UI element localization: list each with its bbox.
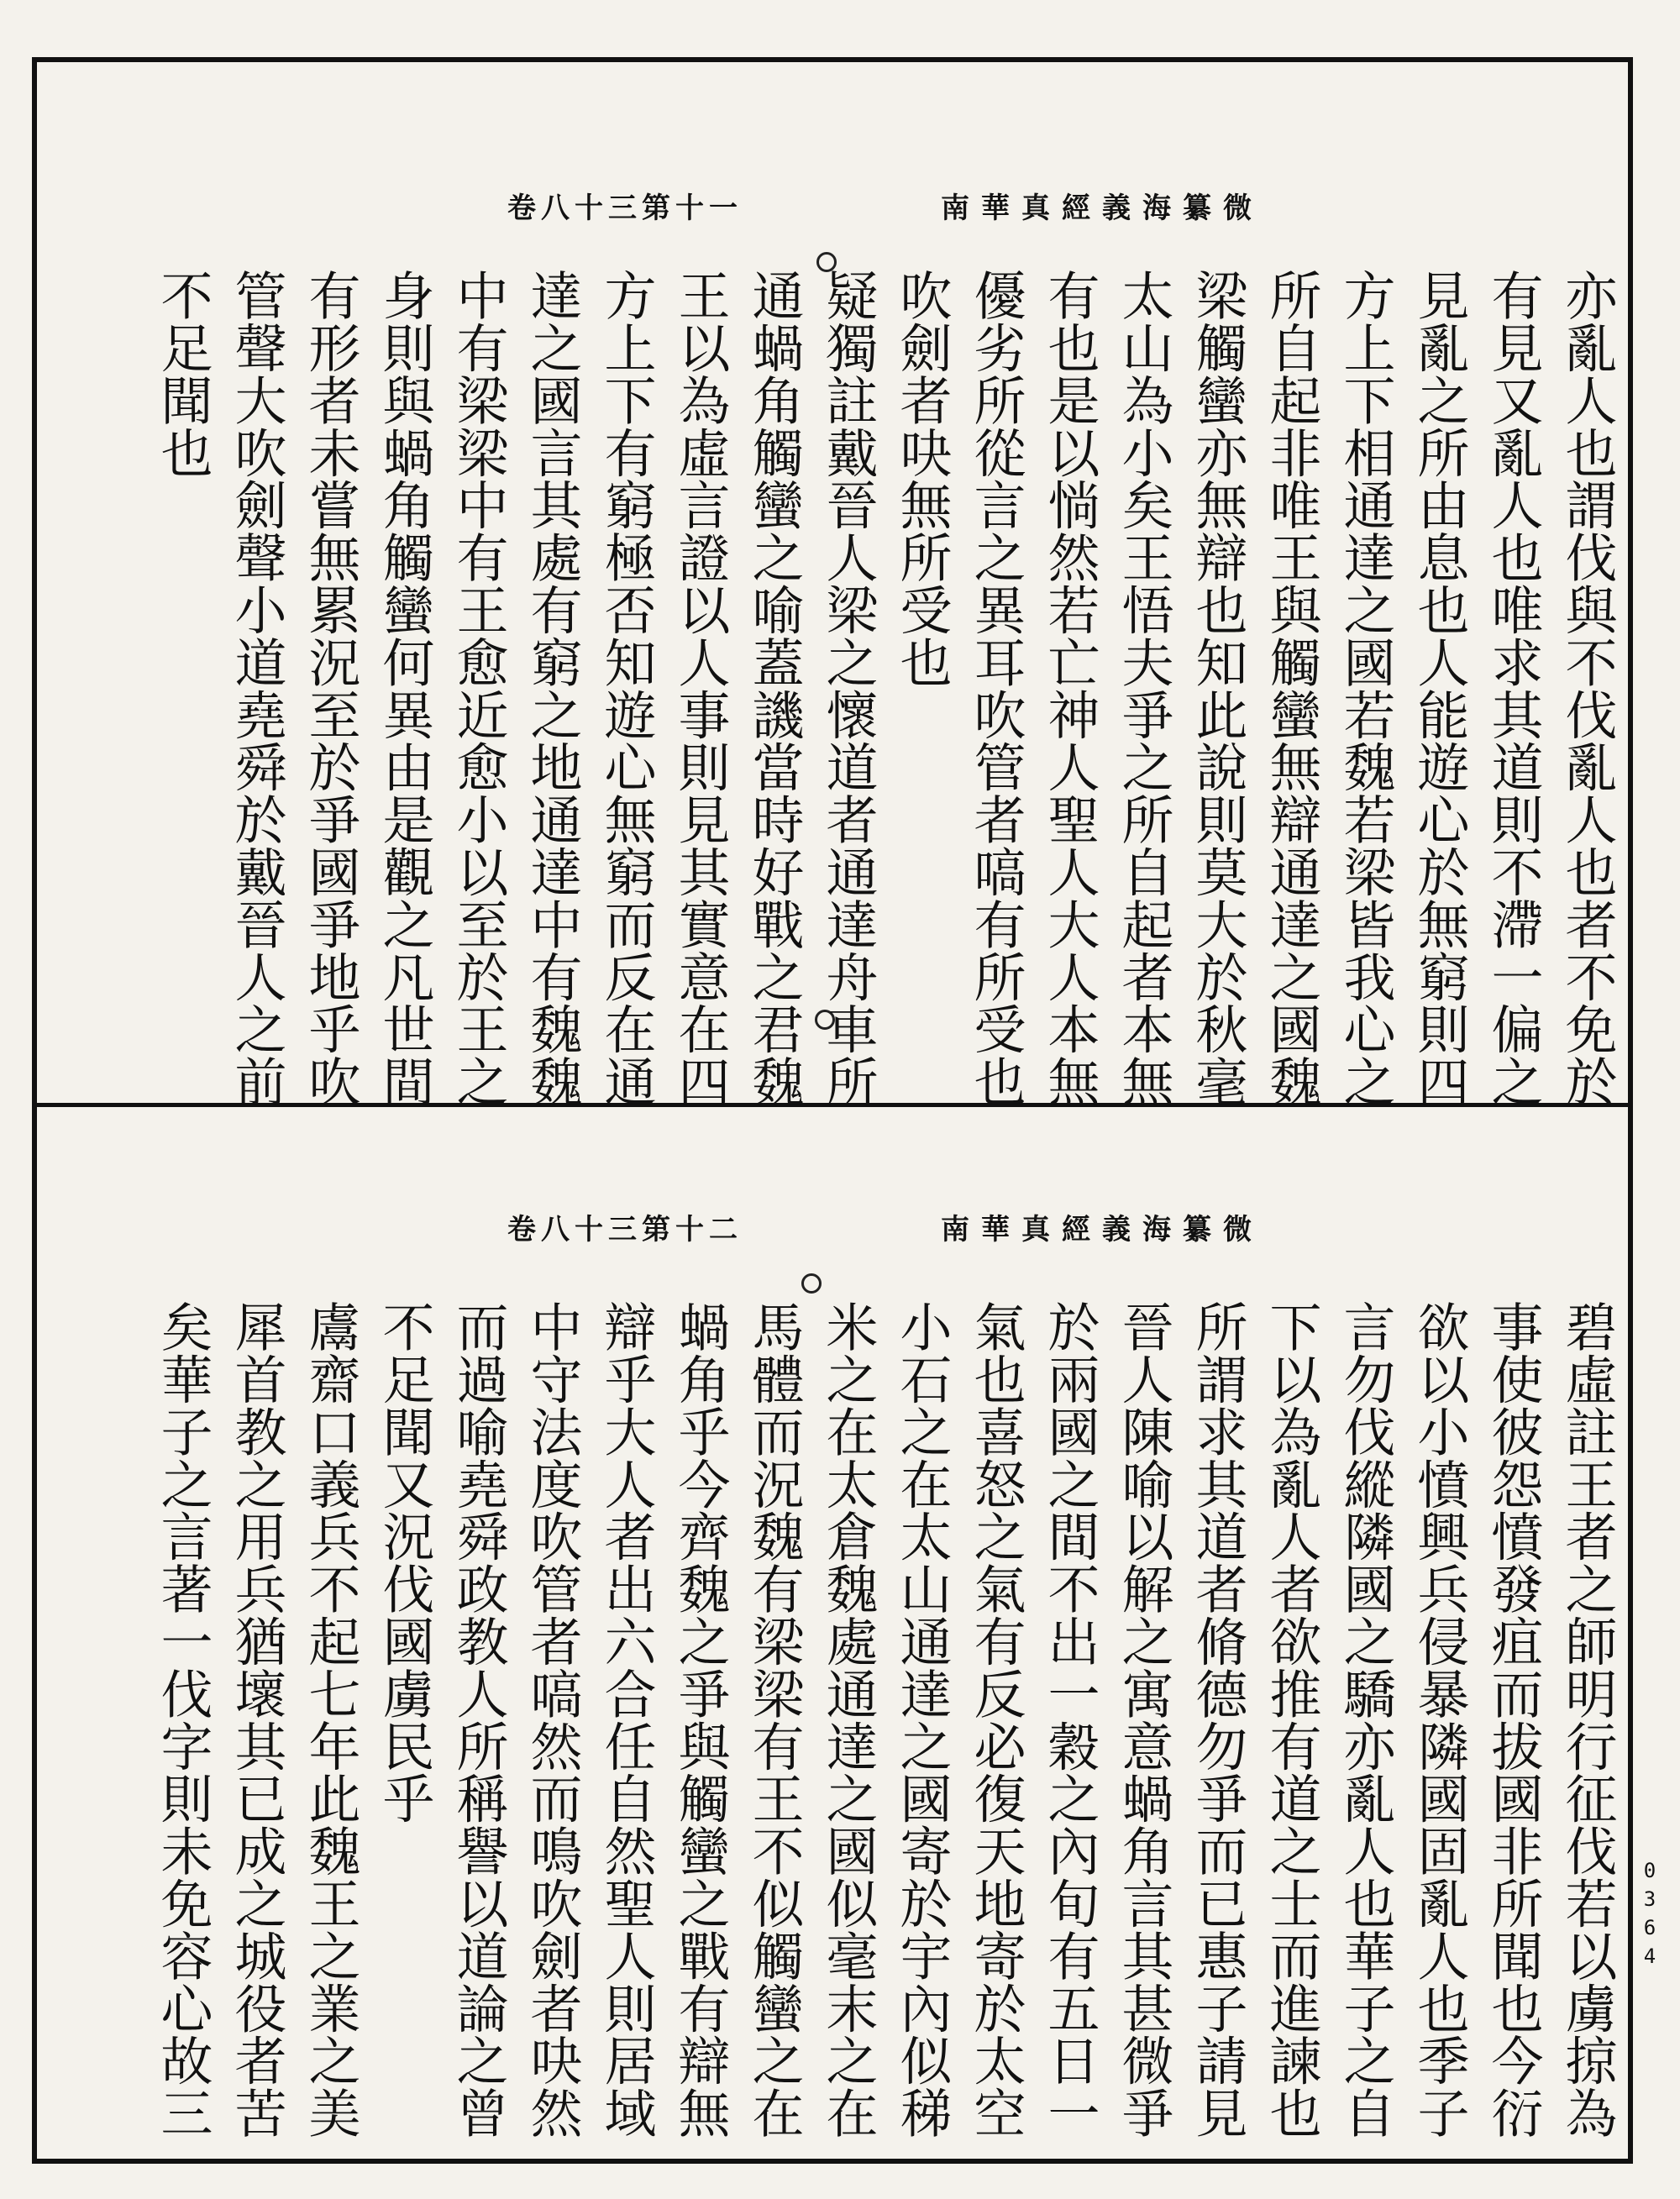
page-number: 0364 (1638, 1859, 1662, 1973)
running-header (507, 180, 1263, 230)
text-column: 方上下有窮極否知遊心無窮而反在通 (596, 269, 657, 1108)
text-column: 方上下相通達之國若魏若梁皆我心之 (1335, 269, 1396, 1108)
text-column: 小石之在太山通達之國寄於宇內似稊 (891, 1300, 953, 2139)
running-header (507, 1201, 1263, 1252)
header-title: 南華真經義海纂微 (941, 1212, 1263, 1246)
text-column: 事使彼怨憤發疽而拔國非所聞也今衍 (1483, 1300, 1544, 2139)
header-section: 卷八十三第十一 (507, 191, 743, 225)
text-column: 不足聞又況伐國虜民乎 (374, 1300, 435, 1824)
text-column: 有見又亂人也唯求其道則不滯一偏之 (1483, 269, 1544, 1108)
text-column: 而過喻堯舜政教人所稱譽以道論之曾 (448, 1300, 509, 2139)
header-title: 南華真經義海纂微 (941, 191, 1263, 225)
text-column: 於兩國之間不出一穀之內旬有五日一 (1039, 1300, 1100, 2139)
circle-mark (801, 1273, 822, 1294)
text-column: 欲以小憤興兵侵暴隣國固亂人也季子 (1409, 1300, 1470, 2139)
text-column: 達之國言其處有窮之地通達中有魏魏 (522, 269, 583, 1108)
text-column: 有形者未嘗無累況至於爭國爭地乎吹 (300, 269, 361, 1108)
text-column: 氣也喜怒之氣有反必復天地寄於太空 (965, 1300, 1026, 2139)
header-section: 卷八十三第十二 (507, 1212, 743, 1246)
text-column: 見亂之所由息也人能遊心於無窮則四 (1409, 269, 1470, 1108)
text-column: 晉人陳喻以解之寓意蝸角言其甚微爭 (1113, 1300, 1174, 2139)
text-column: 管聲大吹劍聲小道堯舜於戴晉人之前 (226, 269, 287, 1108)
text-column: 所謂求其道者脩德勿爭而已惠子請見 (1187, 1300, 1248, 2139)
top-panel (37, 62, 1628, 1108)
text-column: 優劣所從言之異耳吹管者嗃有所受也 (965, 269, 1026, 1108)
text-column: 鬳齋口義兵不起七年此魏王之業之美 (300, 1300, 361, 2139)
text-column: 所自起非唯王與觸蠻無辯通達之國魏 (1261, 269, 1322, 1108)
text-column: 中守法度吹管者嗃然而鳴吹劍者吷然 (522, 1300, 583, 2139)
text-column: 疑獨註戴晉人梁之懷道者通達舟車所 (817, 269, 879, 1108)
text-column: 矣華子之言著一伐字則未免容心故三 (152, 1300, 213, 2139)
text-column: 蝸角乎今齊魏之爭與觸蠻之戰有辯無 (669, 1300, 731, 2139)
text-column: 辯乎大人者出六合任自然聖人則居域 (596, 1300, 657, 2139)
text-column: 犀首教之用兵猶壞其已成之城役者苦 (226, 1300, 287, 2139)
text-column: 有也是以惝然若亡神人聖人大人本無 (1039, 269, 1100, 1108)
bottom-panel (37, 1107, 1628, 2159)
text-column: 言勿伐縱隣國之驕亦亂人也華子之自 (1335, 1300, 1396, 2139)
text-column: 通蝸角觸蠻之喻蓋譏當時好戰之君魏 (743, 269, 805, 1108)
text-column: 中有梁梁中有王愈近愈小以至於王之 (448, 269, 509, 1108)
text-column: 王以為虛言證以人事則見其實意在四 (669, 269, 731, 1108)
text-column: 身則與蝸角觸蠻何異由是觀之凡世間 (374, 269, 435, 1108)
text-column: 米之在太倉魏處通達之國似毫末之在 (817, 1300, 879, 2139)
text-column: 碧虛註王者之師明行征伐若以虜掠為 (1557, 1300, 1618, 2139)
text-column: 吹劍者吷無所受也 (891, 269, 953, 689)
text-column: 太山為小矣王悟夫爭之所自起者本無 (1113, 269, 1174, 1108)
text-column: 梁觸蠻亦無辯也知此說則莫大於秋毫 (1187, 269, 1248, 1108)
text-column: 下以為亂人者欲推有道之士而進諫也 (1261, 1300, 1322, 2139)
text-column: 不足聞也 (152, 269, 213, 479)
text-column: 馬體而況魏有梁梁有王不似觸蠻之在 (743, 1300, 805, 2139)
text-column: 亦亂人也謂伐與不伐亂人也者不免於 (1557, 269, 1618, 1108)
